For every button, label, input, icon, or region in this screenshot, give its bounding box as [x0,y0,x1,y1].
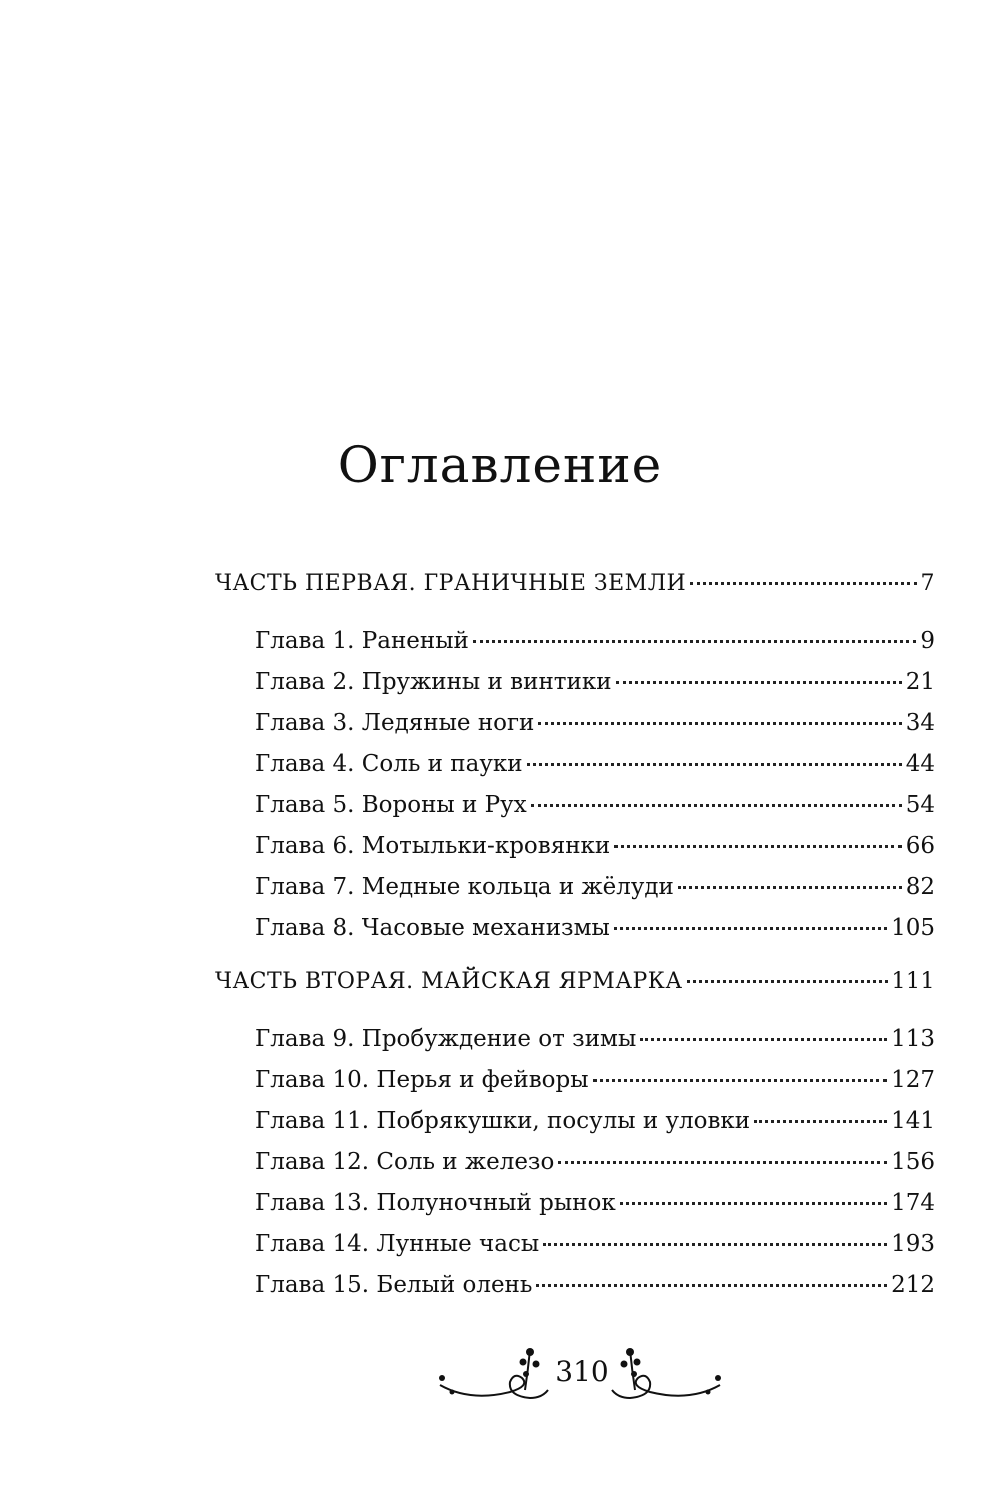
toc-chapter[interactable] [215,1183,935,1224]
toc-chapter-page: 44 [905,751,935,777]
toc-chapter-label: Глава 12. Соль и железо [255,1149,555,1175]
toc-chapter-page: 82 [905,874,935,900]
toc-chapter-label: Глава 4. Соль и пауки [255,751,523,777]
dot-leader [754,1120,887,1123]
toc-chapter[interactable] [215,1060,935,1101]
toc-part-page: 111 [891,969,935,994]
dot-leader [558,1161,887,1164]
toc-chapter-page: 113 [891,1026,935,1052]
dot-leader [640,1038,887,1041]
toc-chapter[interactable] [215,1224,935,1265]
toc-chapter-label: Глава 2. Пружины и винтики [255,669,612,695]
dot-leader [616,681,902,684]
toc-chapter-label: Глава 8. Часовые механизмы [255,915,610,941]
toc-chapter[interactable] [215,621,935,662]
leaf-icon [621,1361,628,1368]
leaf-icon [520,1359,527,1366]
toc-chapter[interactable] [215,703,935,744]
right-vine-icon [612,1376,720,1398]
toc-chapter[interactable] [215,867,935,908]
toc-chapter-page: 21 [905,669,935,695]
leaf-icon [450,1390,455,1395]
toc-chapter-label: Глава 15. Белый олень [255,1272,533,1298]
toc-chapter-page: 193 [891,1231,935,1257]
toc-part-label: ЧАСТЬ ПЕРВАЯ. ГРАНИЧНЫЕ ЗЕМЛИ [215,571,687,596]
dot-leader [527,763,902,766]
table-of-contents [215,563,935,1306]
toc-chapter-label: Глава 6. Мотыльки-кровянки [255,833,611,859]
toc-chapter-label: Глава 14. Лунные часы [255,1231,540,1257]
dot-leader [620,1202,887,1205]
left-stem-icon [525,1350,530,1390]
leaf-icon [439,1375,445,1381]
leaf-icon [523,1371,529,1377]
dot-leader [473,640,916,643]
toc-chapter[interactable] [215,1142,935,1183]
toc-part-label: ЧАСТЬ ВТОРАЯ. МАЙСКАЯ ЯРМАРКА [215,969,683,994]
toc-chapter-label: Глава 9. Пробуждение от зимы [255,1026,637,1052]
toc-chapter[interactable] [215,1101,935,1142]
leaf-icon [526,1348,534,1356]
toc-chapter-label: Глава 11. Побрякушки, посулы и уловки [255,1108,751,1134]
toc-chapter-label: Глава 13. Полуночный рынок [255,1190,616,1216]
toc-chapter[interactable] [215,1019,935,1060]
toc-chapter[interactable] [215,662,935,703]
toc-chapter-page: 9 [920,628,935,654]
leaf-icon [631,1371,637,1377]
toc-chapter-page: 127 [891,1067,935,1093]
leaf-icon [715,1375,721,1381]
toc-part[interactable] [215,563,935,608]
toc-part[interactable] [215,961,935,1006]
left-vine-icon [440,1376,548,1398]
dot-leader [614,845,901,848]
toc-chapter[interactable] [215,826,935,867]
page-title: Оглавление [337,436,663,494]
leaf-icon [533,1361,540,1368]
page-number: 310 [555,1355,609,1388]
toc-chapter[interactable] [215,1265,935,1306]
dot-leader [690,582,916,585]
toc-chapter-label: Глава 10. Перья и фейворы [255,1067,589,1093]
dot-leader [687,980,888,983]
toc-chapter-page: 54 [905,792,935,818]
toc-chapter-page: 174 [891,1190,935,1216]
toc-chapter[interactable] [215,744,935,785]
toc-chapter-label: Глава 1. Раненый [255,628,469,654]
toc-chapter-page: 34 [905,710,935,736]
toc-chapter-label: Глава 7. Медные кольца и жёлуди [255,874,674,900]
toc-chapter-page: 141 [891,1108,935,1134]
toc-chapter-label: Глава 5. Вороны и Рух [255,792,527,818]
toc-chapter-page: 156 [891,1149,935,1175]
dot-leader [678,886,902,889]
toc-chapter-page: 66 [905,833,935,859]
dot-leader [531,804,902,807]
toc-chapter-label: Глава 3. Ледяные ноги [255,710,535,736]
toc-chapter-page: 212 [891,1272,935,1298]
dot-leader [538,722,901,725]
dot-leader [536,1284,887,1287]
leaf-icon [634,1359,641,1366]
dot-leader [593,1079,888,1082]
right-stem-icon [630,1350,635,1390]
leaf-icon [626,1348,634,1356]
dot-leader [543,1243,887,1246]
leaf-icon [706,1390,711,1395]
dot-leader [614,927,887,930]
toc-part-page: 7 [920,571,935,596]
toc-chapter-page: 105 [891,915,935,941]
toc-chapter[interactable] [215,908,935,949]
toc-chapter[interactable] [215,785,935,826]
